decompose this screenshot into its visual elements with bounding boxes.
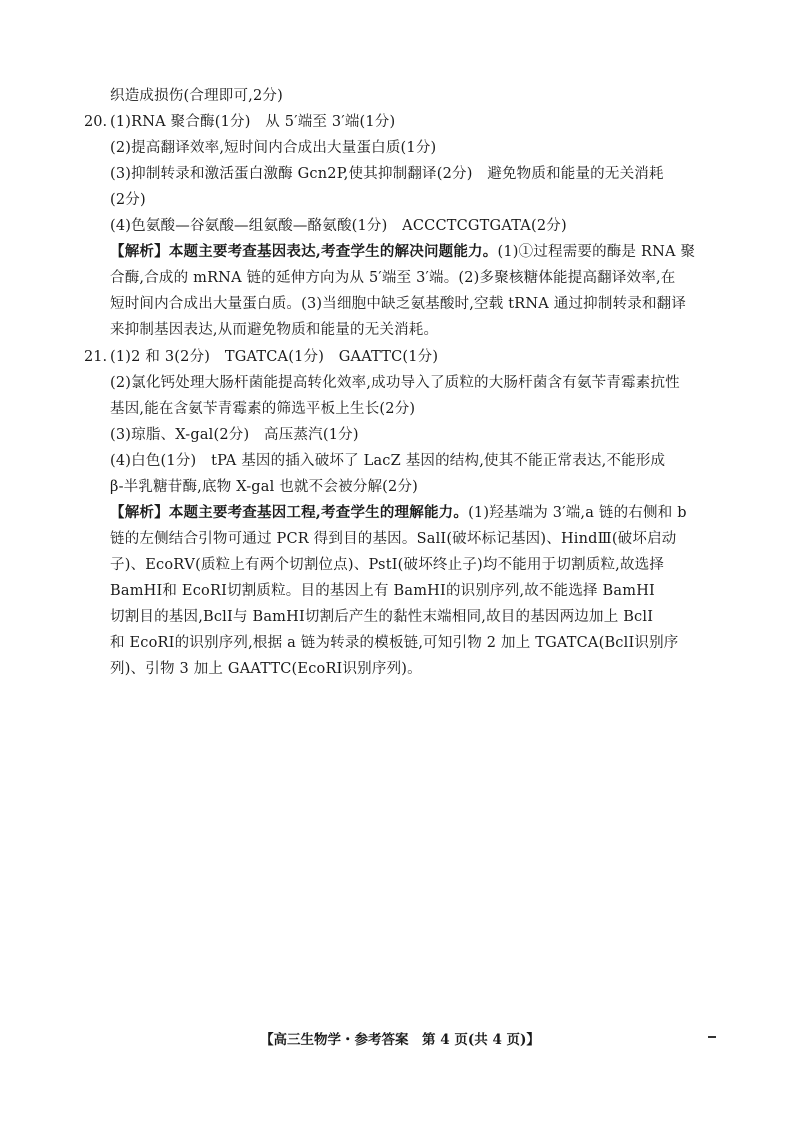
q20-analysis-label: 【解析】 bbox=[110, 243, 169, 260]
q20-answer-4: (4)色氨酸—谷氨酸—组氨酸—酪氨酸(1分) ACCCTCGTGATA(2分) bbox=[110, 218, 567, 234]
q20-analysis-line-4: 来抑制基因表达,从而避免物质和能量的无关消耗。 bbox=[110, 322, 439, 338]
q21-analysis-summary: 本题主要考查基因工程,考查学生的理解能力。 bbox=[168, 504, 469, 521]
question-20-number: 20. bbox=[84, 114, 108, 130]
q20-analysis-line-3: 短时间内合成出大量蛋白质。(3)当细胞中缺乏氨基酸时,空载 tRNA 通过抑制转录和翻译 bbox=[110, 296, 687, 312]
previous-answer-continuation: 织造成损伤(合理即可,2分) bbox=[110, 88, 283, 104]
q21-analysis-line-7: 列)、引物 3 加上 GAATTC(EcoRⅠ识别序列)。 bbox=[110, 661, 422, 677]
q21-analysis-line-2: 链的左侧结合引物可通过 PCR 得到目的基因。SalⅠ(破坏标记基因)、HindⅢ(破坏启动 bbox=[110, 531, 677, 547]
q21-answer-2-line-1: (2)氯化钙处理大肠杆菌能提高转化效率,成功导入了质粒的大肠杆菌含有氨苄青霉素抗性 bbox=[110, 375, 680, 391]
q20-analysis-text: (1)①过程需要的酶是 RNA 聚 bbox=[497, 244, 696, 260]
q20-answer-1: (1)RNA 聚合酶(1分) 从 5′端至 3′端(1分) bbox=[110, 114, 396, 130]
q21-answer-1: (1)2 和 3(2分) TGATCA(1分) GAATTC(1分) bbox=[110, 349, 439, 365]
page-footer: 【高三生物学・参考答案 第 4 页(共 4 页)】 bbox=[260, 1032, 540, 1048]
q20-analysis-summary: 本题主要考查基因表达,考查学生的解决问题能力。 bbox=[168, 243, 498, 260]
question-21-number: 21. bbox=[84, 349, 108, 365]
q21-analysis-line-4: BamHⅠ和 EcoRⅠ切割质粒。目的基因上有 BamHⅠ的识别序列,故不能选择 BamHⅠ bbox=[110, 583, 655, 599]
q21-analysis-line-3: 子)、EcoRⅤ(质粒上有两个切割位点)、PstⅠ(破坏终止子)均不能用于切割质粒,故选择 bbox=[110, 557, 665, 573]
q21-answer-3: (3)琼脂、X-gal(2分) 高压蒸汽(1分) bbox=[110, 427, 359, 443]
footer-dash-mark bbox=[708, 1036, 716, 1038]
q21-analysis-line-1 bbox=[110, 500, 730, 526]
q21-answer-4-line-2: β-半乳糖苷酶,底物 X-gal 也就不会被分解(2分) bbox=[110, 479, 419, 495]
q21-analysis-line-5: 切割目的基因,BclⅠ与 BamHⅠ切割后产生的黏性末端相同,故目的基因两边加上 BclⅠ bbox=[110, 609, 654, 625]
q20-analysis-line-2: 合酶,合成的 mRNA 链的延伸方向为从 5′端至 3′端。(2)多聚核糖体能提高翻译效率,在 bbox=[110, 270, 676, 286]
q20-answer-3-score: (2分) bbox=[110, 192, 146, 208]
q21-answer-4-line-1: (4)白色(1分) tPA 基因的插入破坏了 LacZ 基因的结构,使其不能正常表达,不能形成 bbox=[110, 453, 666, 469]
q21-answer-2-line-2: 基因,能在含氨苄青霉素的筛选平板上生长(2分) bbox=[110, 401, 416, 417]
q20-answer-2: (2)提高翻译效率,短时间内合成出大量蛋白质(1分) bbox=[110, 140, 437, 156]
q20-answer-3: (3)抑制转录和激活蛋白激酶 Gcn2P,使其抑制翻译(2分) 避免物质和能量的无关消耗 bbox=[110, 166, 664, 182]
q21-analysis-text: (1)羟基端为 3′端,a 链的右侧和 b bbox=[468, 505, 687, 521]
q21-analysis-label: 【解析】 bbox=[110, 504, 169, 521]
q20-analysis-line-1 bbox=[110, 239, 730, 265]
q21-analysis-line-6: 和 EcoRⅠ的识别序列,根据 a 链为转录的模板链,可知引物 2 加上 TGATCA(BclⅠ识别序 bbox=[110, 635, 679, 651]
